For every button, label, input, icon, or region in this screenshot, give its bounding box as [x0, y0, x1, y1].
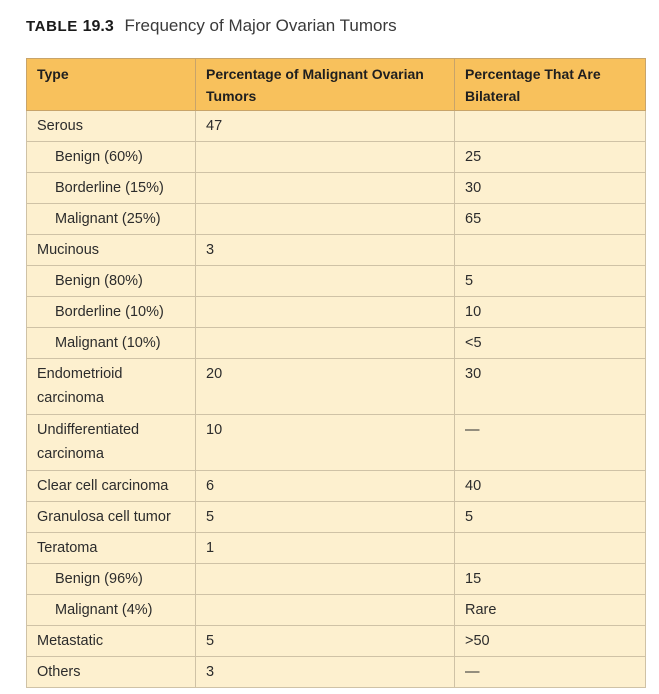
cell-bilateral-percentage: 30: [455, 359, 646, 415]
header-bilateral-percentage: Percentage That Are Bilateral: [455, 59, 646, 111]
table-row: [27, 142, 646, 173]
cell-type: Benign (60%): [27, 142, 196, 173]
ovarian-tumor-table: [26, 58, 646, 688]
cell-bilateral-percentage: [455, 111, 646, 142]
cell-type: Granulosa cell tumor: [27, 502, 196, 533]
caption-label: TABLE: [26, 18, 78, 35]
cell-bilateral-percentage: 65: [455, 204, 646, 235]
cell-type: Undifferentiated carcinoma: [27, 415, 196, 471]
table-row: [27, 328, 646, 359]
cell-bilateral-percentage: <5: [455, 328, 646, 359]
table-row: [27, 235, 646, 266]
cell-type: Clear cell carcinoma: [27, 471, 196, 502]
table-body: [27, 111, 646, 688]
cell-malignant-percentage: 5: [196, 502, 455, 533]
cell-malignant-percentage: [196, 595, 455, 626]
cell-type: Benign (96%): [27, 564, 196, 595]
cell-malignant-percentage: [196, 328, 455, 359]
cell-malignant-percentage: [196, 266, 455, 297]
cell-bilateral-percentage: —: [455, 415, 646, 471]
cell-bilateral-percentage: Rare: [455, 595, 646, 626]
cell-bilateral-percentage: 40: [455, 471, 646, 502]
cell-type: Serous: [27, 111, 196, 142]
cell-type: Teratoma: [27, 533, 196, 564]
cell-type: Benign (80%): [27, 266, 196, 297]
cell-type: Borderline (15%): [27, 173, 196, 204]
cell-malignant-percentage: 5: [196, 626, 455, 657]
cell-malignant-percentage: 3: [196, 657, 455, 688]
cell-bilateral-percentage: 25: [455, 142, 646, 173]
table-row: [27, 415, 646, 471]
cell-malignant-percentage: 20: [196, 359, 455, 415]
cell-malignant-percentage: 6: [196, 471, 455, 502]
table-row: [27, 564, 646, 595]
table-row: [27, 359, 646, 415]
cell-bilateral-percentage: —: [455, 657, 646, 688]
header-malignant-percentage: Percentage of Malignant Ovarian Tumors: [196, 59, 455, 111]
cell-malignant-percentage: [196, 564, 455, 595]
cell-bilateral-percentage: 10: [455, 297, 646, 328]
cell-bilateral-percentage: [455, 533, 646, 564]
cell-type: Endometrioid carcinoma: [27, 359, 196, 415]
cell-malignant-percentage: 1: [196, 533, 455, 564]
cell-bilateral-percentage: 30: [455, 173, 646, 204]
cell-malignant-percentage: [196, 297, 455, 328]
header-type: Type: [27, 59, 196, 111]
table-row: [27, 297, 646, 328]
cell-bilateral-percentage: >50: [455, 626, 646, 657]
caption-number: 19.3: [82, 18, 114, 35]
cell-malignant-percentage: [196, 142, 455, 173]
table-row: [27, 502, 646, 533]
cell-bilateral-percentage: 15: [455, 564, 646, 595]
cell-malignant-percentage: 47: [196, 111, 455, 142]
table-row: [27, 595, 646, 626]
caption-title: Frequency of Major Ovarian Tumors: [124, 16, 397, 35]
cell-type: Malignant (4%): [27, 595, 196, 626]
cell-bilateral-percentage: 5: [455, 502, 646, 533]
table-row: [27, 204, 646, 235]
table-caption: [26, 14, 397, 38]
cell-type: Metastatic: [27, 626, 196, 657]
cell-type: Borderline (10%): [27, 297, 196, 328]
cell-malignant-percentage: [196, 204, 455, 235]
table-row: [27, 626, 646, 657]
table-row: [27, 266, 646, 297]
table-row: [27, 657, 646, 688]
table-row: [27, 533, 646, 564]
table-header-row: [27, 59, 646, 111]
cell-malignant-percentage: 10: [196, 415, 455, 471]
cell-bilateral-percentage: [455, 235, 646, 266]
cell-bilateral-percentage: 5: [455, 266, 646, 297]
cell-type: Others: [27, 657, 196, 688]
cell-malignant-percentage: [196, 173, 455, 204]
cell-type: Malignant (25%): [27, 204, 196, 235]
cell-malignant-percentage: 3: [196, 235, 455, 266]
table-row: [27, 173, 646, 204]
cell-type: Mucinous: [27, 235, 196, 266]
table-row: [27, 471, 646, 502]
cell-type: Malignant (10%): [27, 328, 196, 359]
table-row: [27, 111, 646, 142]
